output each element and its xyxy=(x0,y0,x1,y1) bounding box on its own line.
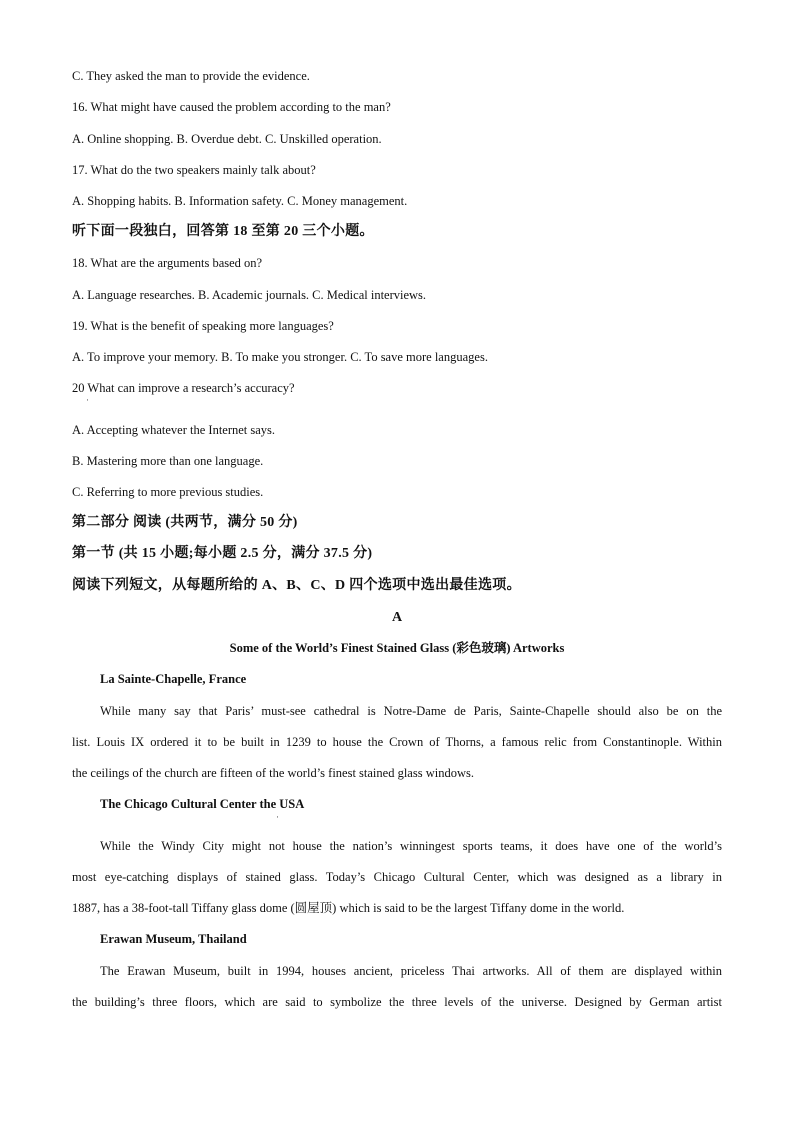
subheading-chicago: The Chicago Cultural Center the USA xyxy=(100,797,305,811)
tick-mark: · xyxy=(86,395,89,405)
question-17: 17. What do the two speakers mainly talk about? xyxy=(72,163,316,177)
paragraph-line: the building’s three floors, which are said to symbolize the three levels of the universe. Designed by German artist xyxy=(72,995,722,1009)
tick-mark: · xyxy=(276,812,279,822)
subsection-heading: 第一节 (共 15 小题;每小题 2.5 分，满分 37.5 分) xyxy=(72,546,373,561)
question-20-option-c: C. Referring to more previous studies. xyxy=(72,485,264,499)
question-20: 20 What can improve a research’s accuracy? xyxy=(72,381,295,395)
question-19: 19. What is the benefit of speaking more languages? xyxy=(72,319,334,333)
monologue-instruction: 听下面一段独白，回答第 18 至第 20 三个小题。 xyxy=(72,224,374,239)
paragraph-line: The Erawan Museum, built in 1994, houses ancient, priceless Thai artworks. All of them are displayed within xyxy=(100,964,722,978)
question-16-options: A. Online shopping. B. Overdue debt. C. Unskilled operation. xyxy=(72,132,382,146)
passage-letter: A xyxy=(391,610,403,625)
question-18: 18. What are the arguments based on? xyxy=(72,256,263,270)
paragraph-line: most eye-catching displays of stained glass. Today’s Chicago Cultural Center, which was designed as a library in xyxy=(72,870,722,884)
question-20-option-a: A. Accepting whatever the Internet says. xyxy=(72,423,276,437)
paragraph-line: the ceilings of the church are fifteen of the world’s finest stained glass windows. xyxy=(72,766,474,780)
question-16: 16. What might have caused the problem according to the man? xyxy=(72,100,391,114)
question-19-options: A. To improve your memory. B. To make you stronger. C. To save more languages. xyxy=(72,350,488,364)
paragraph-line: While many say that Paris’ must-see cathedral is Notre-Dame de Paris, Sainte-Chapelle should also be on the xyxy=(100,704,722,718)
paragraph-line: 1887, has a 38-foot-tall Tiffany glass dome (圆屋顶) which is said to be the largest Tiffany dome in the world. xyxy=(72,901,625,915)
question-20-option-b: B. Mastering more than one language. xyxy=(72,454,264,468)
subheading-sainte-chapelle: La Sainte-Chapelle, France xyxy=(100,672,247,686)
passage-title: Some of the World’s Finest Stained Glass (彩色玻璃) Artworks xyxy=(229,641,565,655)
reading-instruction: 阅读下列短文，从每题所给的 A、B、C、D 四个选项中选出最佳选项。 xyxy=(72,578,521,593)
paragraph-line: list. Louis IX ordered it to be built in 1239 to house the Crown of Thorns, a famous relic from Constantinople. Within xyxy=(72,735,722,749)
answer-option-c: C. They asked the man to provide the evidence. xyxy=(72,69,310,83)
subheading-erawan: Erawan Museum, Thailand xyxy=(100,932,247,946)
paragraph-line: While the Windy City might not house the nation’s winningest sports teams, it does have one of the world’s xyxy=(100,839,722,853)
section-heading: 第二部分 阅读 (共两节，满分 50 分) xyxy=(72,515,298,530)
question-18-options: A. Language researches. B. Academic journals. C. Medical interviews. xyxy=(72,288,427,302)
question-17-options: A. Shopping habits. B. Information safety. C. Money management. xyxy=(72,194,408,208)
